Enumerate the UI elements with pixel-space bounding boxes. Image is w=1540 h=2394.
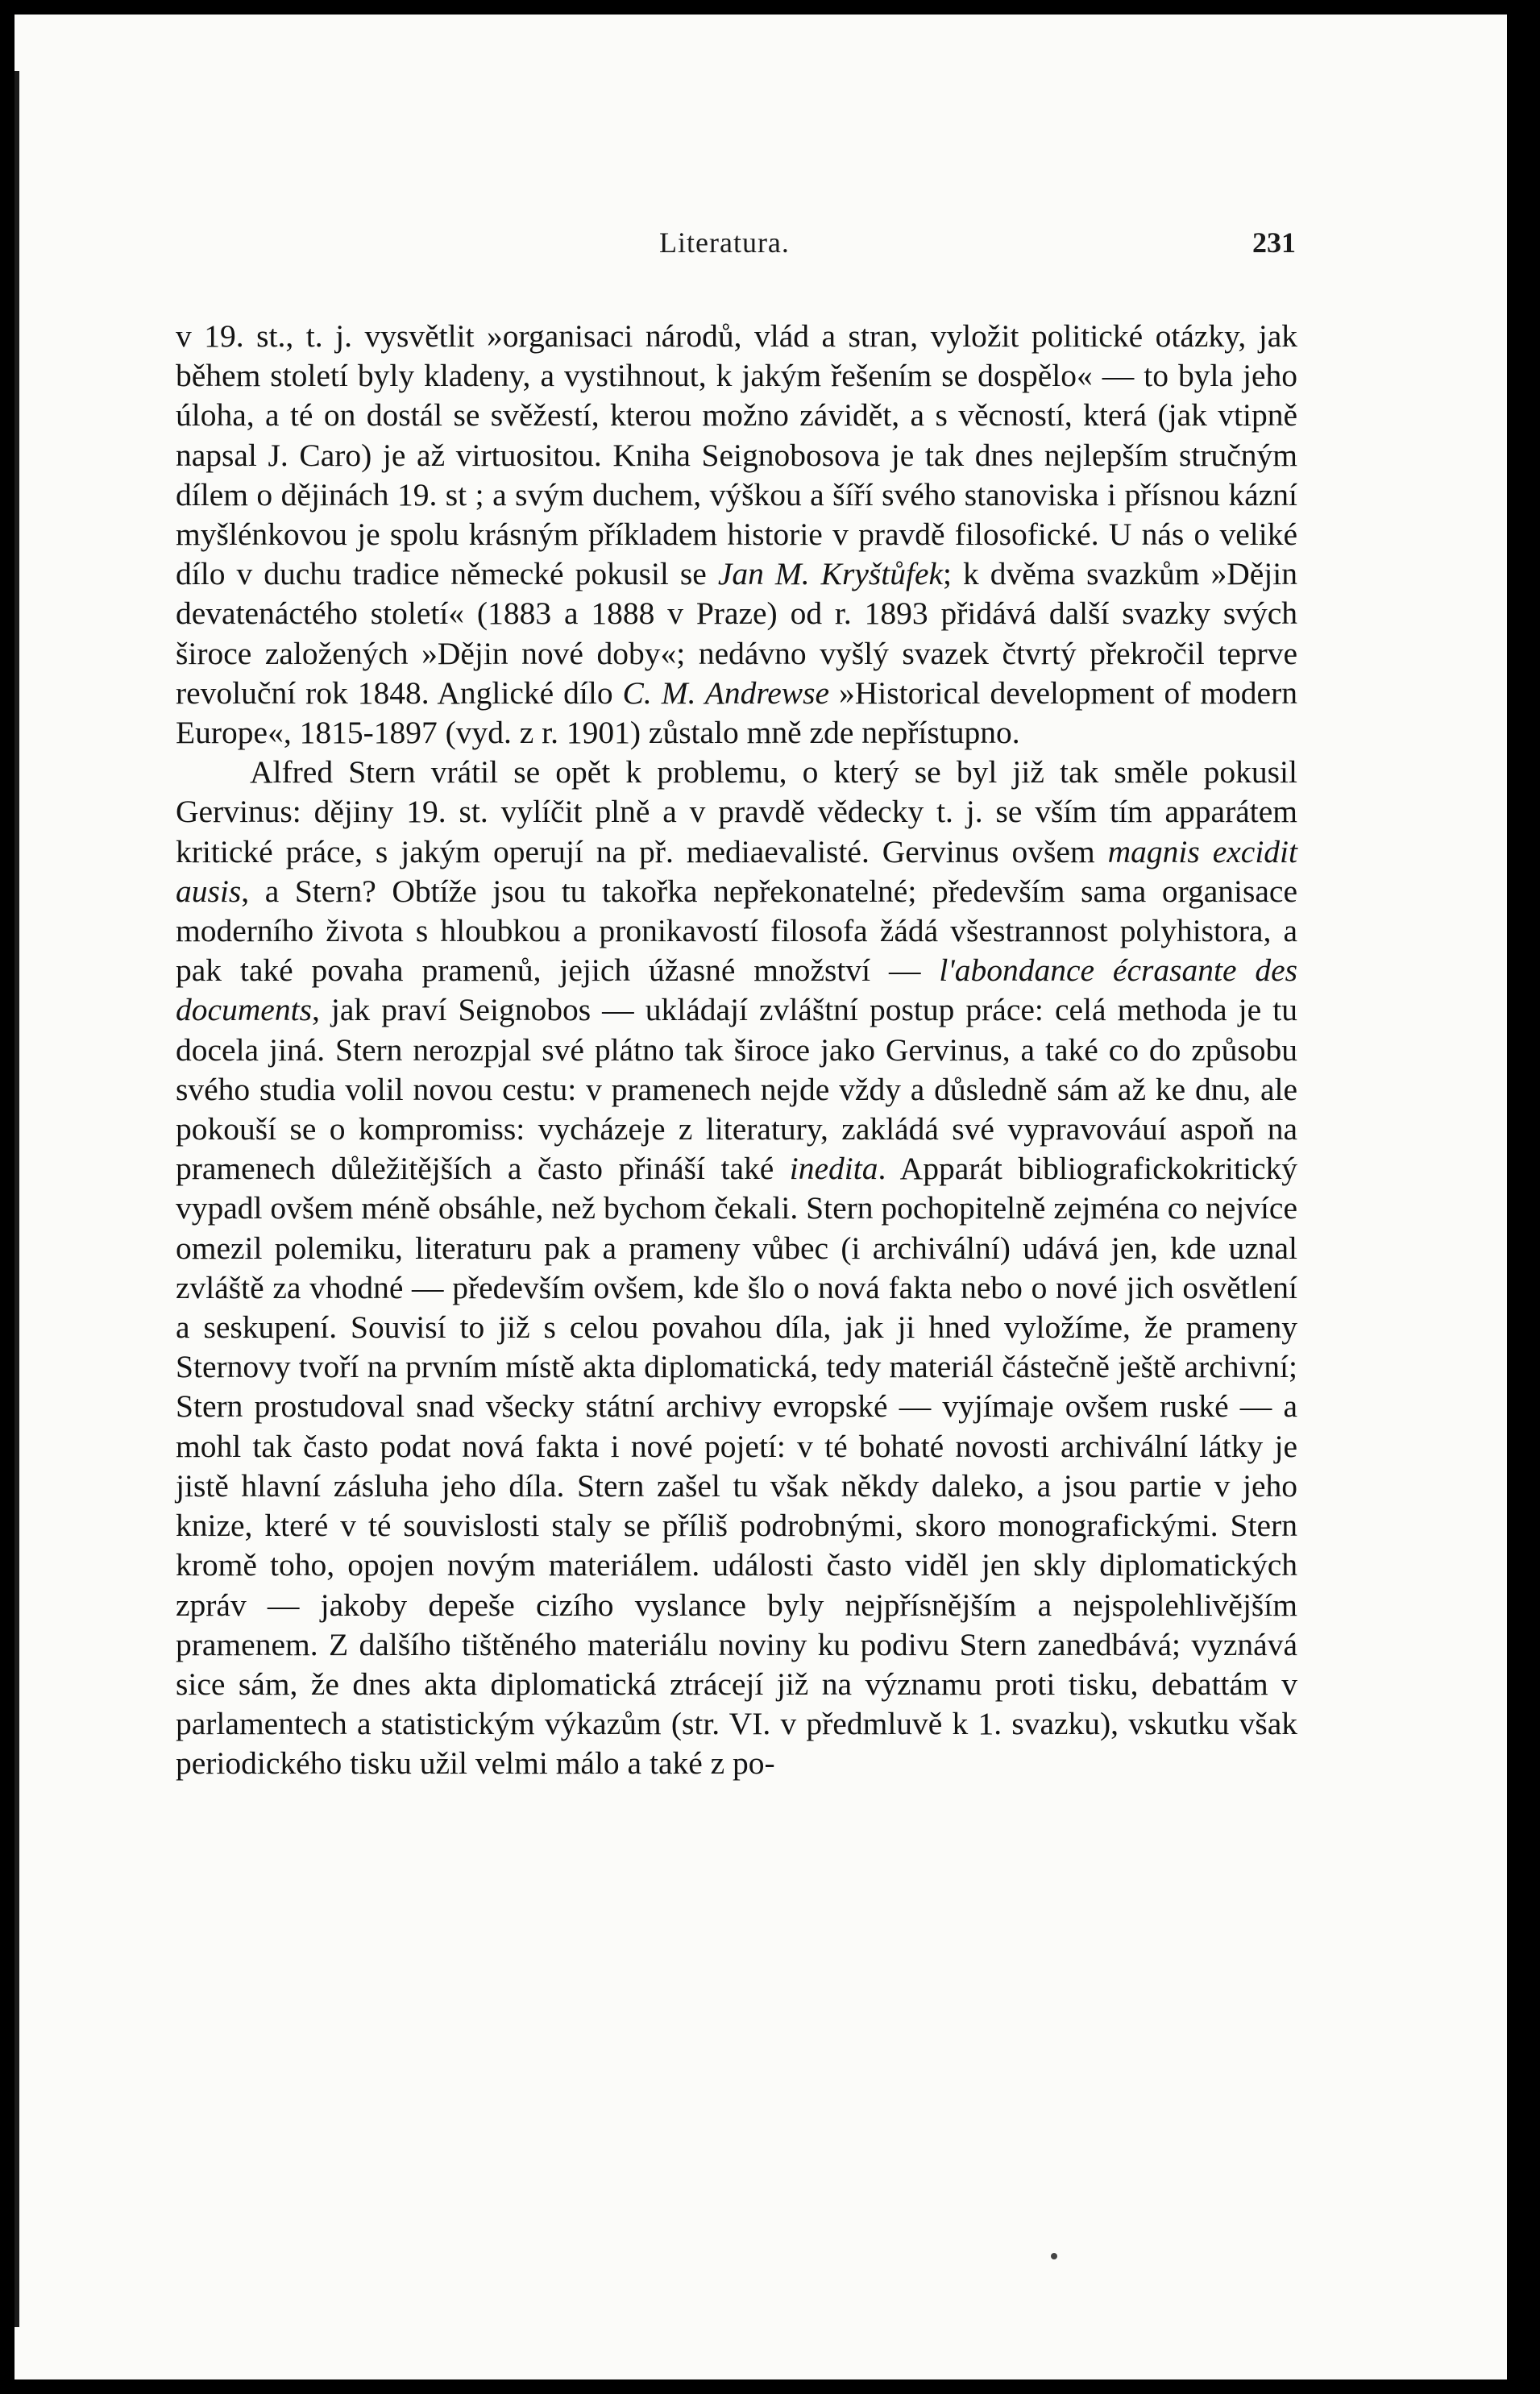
paragraph-2-text-a: Alfred Stern vrátil se opět k problemu, o který se byl již tak směle pokusil Gervinus: dějiny 19. st. vylíčit plně a v pravdě vědecky t. j. se vším tím apparátem kritické práce, s jakým operují na př. mediaevalisté. Gervinus ovšem <box>176 754 1297 869</box>
paragraph-1-text-a: v 19. st., t. j. vysvětlit »organisaci národů, vlád a stran, vyložit politické otázky, jak během století byly kladeny, a vystihnout, k jakým řešením se dospělo« — to byla jeho úloha, a té on dostál se svěžestí, kterou možno závidět, a s věcností, která (jak vtipně napsal J. Caro) je až virtuositou. Kniha Seignobosova je tak dnes nejlepším stručným dílem o dějinách 19. st ; a svým duchem, výškou a šíří svého stanoviska i přísnou kázní myšlénkovou je spolu krásným příkladem historie v pravdě filosofické. U nás o veliké dílo v duchu tradice německé pokusil se <box>176 318 1297 592</box>
author-krystufek: Jan M. Kryštůfek <box>717 556 944 592</box>
author-andrewse: C. M. Andrewse <box>622 674 830 711</box>
page-number: 231 <box>1252 226 1296 259</box>
paragraph-1 <box>176 317 1297 753</box>
inedita-term: inedita <box>789 1151 878 1187</box>
paragraph-2-text-b: , a Stern? Obtíže jsou tu takořka nepřekonatelné; především sama organisace moderního života s hloubkou a pronikavostí filosofa žádá všestrannost polyhistora, a pak také povaha pramenů, jejich úžasné množství — <box>176 873 1297 989</box>
paragraph-1-text-b: ; k dvěma svazkům »Dějin devatenáctého století« (1883 a 1888 v Praze) od r. 1893 přidává další svazky svých široce založených »Dějin nové doby«; nedávno vyšlý svazek čtvrtý překročil teprve revoluční rok 1848. Anglické dílo <box>176 556 1297 711</box>
paragraph-2-text-c: , jak praví Seignobos — ukládají zvláštní postup práce: celá methoda je tu docela jiná. Stern nerozpjal své plátno tak široce jako Gervinus, a také co do způsobu svého studia volil novou cestu: v pramenech nejde vždy a důsledně sám až ke dnu, ale pokouší se o kompromiss: vycházeje z literatury, zakládá své vypravováuí aspoň na pramenech důležitějších a často přináší také <box>176 992 1297 1187</box>
latin-phrase: magnis excidit ausis <box>176 833 1297 909</box>
print-speck <box>1051 2253 1057 2259</box>
french-phrase: l'abondance écrasante des documents <box>176 952 1297 1028</box>
running-title: Literatura. <box>659 226 790 259</box>
paragraph-2 <box>176 753 1297 1783</box>
paragraph-1-text-c: »Historical development of modern Europe«, 1815-1897 (vyd. z r. 1901) zůstalo mně zde nepřístupno. <box>176 674 1297 751</box>
paragraph-2-text-d: . Apparát bibliografickokritický vypadl ovšem méně obsáhle, než bychom čekali. Stern pochopitelně zejména co nejvíce omezil polemiku, literaturu pak a prameny vůbec (i archivální) udává jen, kde uznal zvláště za vhodné — především ovšem, kde šlo o nová fakta nebo o nové jich osvětlení a seskupení. Souvisí to již s celou povahou díla, jak ji hned vyložíme, že prameny Sternovy tvoří na prvním místě akta diplomatická, tedy materiál částečně ještě archivní; Stern prostudoval snad všecky státní archivy evropské — vyjímaje ovšem ruské — a mohl tak často podat nová fakta i nové pojetí: v té bohaté novosti archivální látky je jistě hlavní zásluha jeho díla. Stern zašel tu však někdy daleko, a jsou partie v jeho knize, které v té souvislosti staly se příliš podrobnými, skoro monografickými. Stern kromě toho, opojen novým materiálem. události často viděl jen skly diplomatických zpráv — jakoby depeše cizího vyslance byly nejpřísnějším a nejspolehlivějším pramenem. Z dalšího tištěného materiálu noviny ku podivu Stern zanedbává; vyznává sice sám, že dnes akta diplomatická ztrácejí již na významu proti tisku, debattám v parlamentech a statistickým výkazům (str. VI. v předmluvě k 1. svazku), vskutku však periodického tisku užil velmi málo a také z po- <box>176 1151 1297 1782</box>
body-text <box>176 317 1297 1784</box>
book-page <box>15 15 1507 2379</box>
page-header <box>168 226 1296 274</box>
page-left-edge <box>15 71 19 2327</box>
